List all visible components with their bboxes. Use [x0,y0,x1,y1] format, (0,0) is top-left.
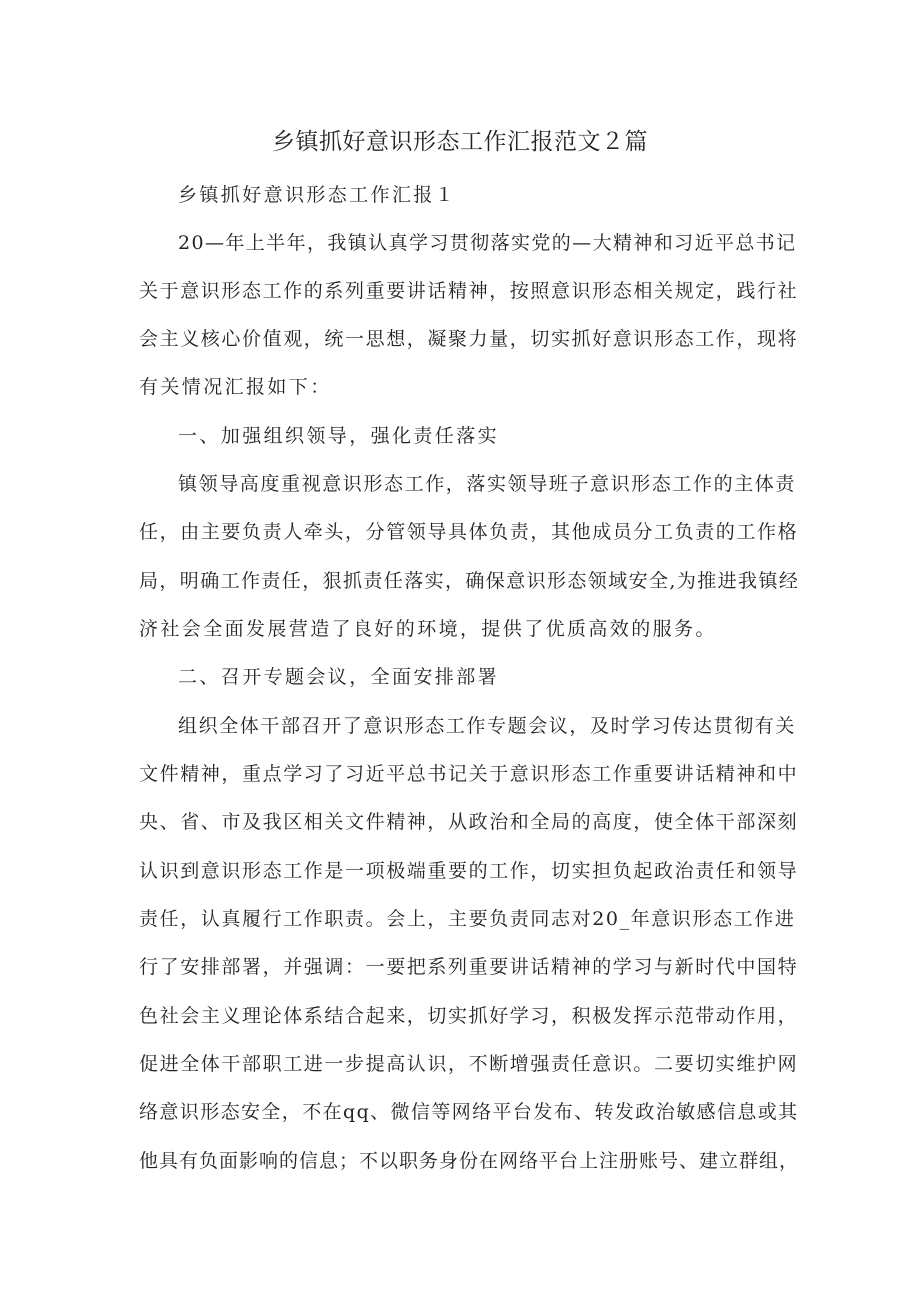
paragraph-line: 济社会全面发展营造了良好的环境，提供了优质高效的服务。 [139,618,717,640]
section-subtitle: 乡镇抓好意识形态工作汇报１ [178,184,457,206]
paragraph-line: 文件精神，重点学习了习近平总书记关于意识形态工作重要讲话精神和中 [139,763,799,785]
paragraph-line: 镇领导高度重视意识形态工作，落实领导班子意识形态工作的主体责 [178,473,797,495]
paragraph-line: 责任，认真履行工作职责。会上，主要负责同志对20_年意识形态工作进 [139,908,796,930]
paragraph-line: 央、省、市及我区相关文件精神，从政治和全局的高度，使全体干部深刻 [139,811,799,833]
paragraph-line: 色社会主义理论体系结合起来，切实抓好学习，积极发挥示范带动作用， [139,1005,799,1027]
paragraph-line: 络意识形态安全，不在qq、微信等网络平台发布、转发政治敏感信息或其 [139,1101,799,1123]
paragraph-line: 局，明确工作责任，狠抓责任落实，确保意识形态领域安全,为推进我镇经 [139,570,800,592]
paragraph-line: 组织全体干部召开了意识形态工作专题会议，及时学习传达贯彻有关 [178,715,797,737]
section-heading: 一、加强组织领导，强化责任落实 [178,425,500,447]
paragraph-line: 行了安排部署，并强调：一要把系列重要讲话精神的学习与新时代中国特 [139,956,799,978]
paragraph-line: 20—年上半年，我镇认真学习贯彻落实党的—大精神和习近平总书记 [178,232,797,254]
paragraph-line: 他具有负面影响的信息；不以职务身份在网络平台上注册账号、建立群组， [139,1150,800,1172]
section-heading: 二、召开专题会议，全面安排部署 [178,666,500,688]
document-title: 乡镇抓好意识形态工作汇报范文２篇 [272,129,648,155]
paragraph-line: 认识到意识形态工作是一项极端重要的工作，切实担负起政治责任和领导 [139,860,799,882]
paragraph-line: 有关情况汇报如下： [139,376,332,398]
paragraph-line: 促进全体干部职工进一步提高认识，不断增强责任意识。二要切实维护网 [139,1053,799,1075]
paragraph-line: 任，由主要负责人牵头，分管领导具体负责，其他成员分工负责的工作格 [139,521,799,543]
paragraph-line: 会主义核心价值观，统一思想，凝聚力量，切实抓好意识形态工作，现将 [139,328,799,350]
paragraph-line: 关于意识形态工作的系列重要讲话精神，按照意识形态相关规定，践行社 [139,280,799,302]
